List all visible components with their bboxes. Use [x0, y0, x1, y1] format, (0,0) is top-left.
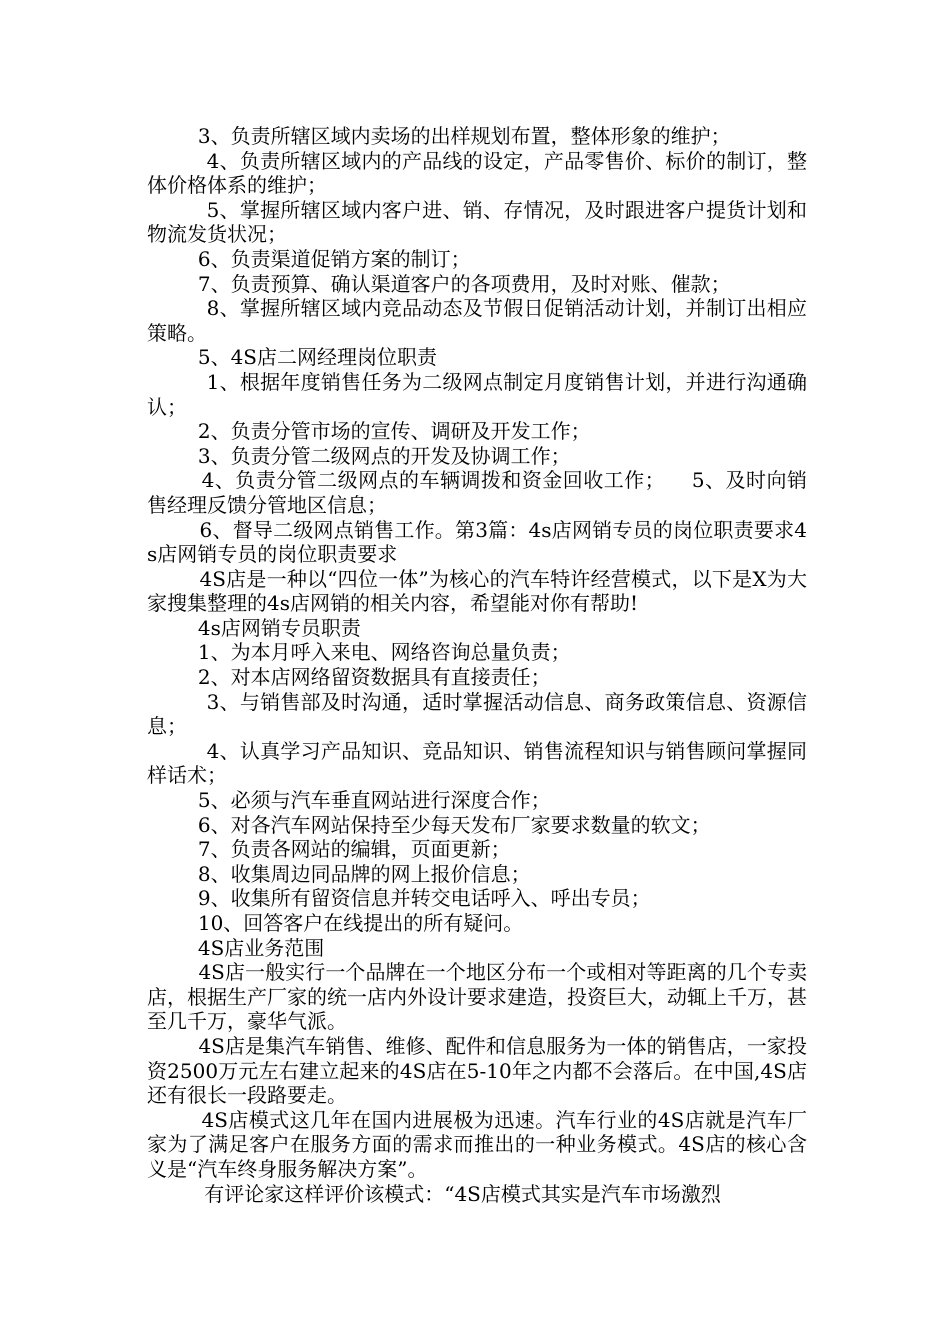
- paragraph: 8、收集周边同品牌的网上报价信息；: [147, 861, 531, 886]
- paragraph: 2、对本店网络留资数据具有直接责任；: [147, 665, 551, 690]
- paragraph: 4、负责所辖区域内的产品线的设定，产品零售价、标价的制订，整体价格体系的维护；: [147, 148, 808, 198]
- paragraph: 8、掌握所辖区域内竞品动态及节假日促销活动计划，并制订出相应策略。: [147, 296, 808, 345]
- paragraph: 3、负责分管二级网点的开发及协调工作；: [147, 443, 571, 468]
- paragraph: 2、负责分管市场的宣传、调研及开发工作；: [147, 419, 591, 444]
- paragraph: 7、负责各网站的编辑，页面更新；: [147, 837, 511, 862]
- paragraph: 有评论家这样评价该模式：“4S店模式其实是汽车市场激烈: [147, 1181, 721, 1206]
- paragraph: 4S店模式这几年在国内进展极为迅速。汽车行业的4S店就是汽车厂家为了满足客户在服务方面的需求而推出的一种业务模式。4S店的核心含义是“汽车终身服务解决方案”。: [147, 1107, 807, 1181]
- section-heading: 4S店业务范围: [147, 935, 325, 960]
- paragraph: 6、对各汽车网站保持至少每天发布厂家要求数量的软文；: [147, 812, 711, 837]
- document-body: [147, 124, 807, 1206]
- section-heading: 5、4S店二网经理岗位职责: [147, 345, 438, 370]
- paragraph: 4S店一般实行一个品牌在一个地区分布一个或相对等距离的几个专卖店，根据生产厂家的统一店内外设计要求建造，投资巨大，动辄上千万，甚至几千万，豪华气派。: [147, 960, 807, 1034]
- section-heading: 4s店网销专员职责: [147, 615, 361, 640]
- paragraph: 4、认真学习产品知识、竞品知识、销售流程知识与销售顾问掌握同样话术；: [147, 738, 808, 788]
- paragraph: 1、根据年度销售任务为二级网点制定月度销售计划，并进行沟通确认；: [147, 369, 808, 419]
- paragraph: 6、督导二级网点销售工作。第3篇：4s店网销专员的岗位职责要求4s店网销专员的岗位职责要求: [147, 517, 807, 567]
- paragraph: 5、必须与汽车垂直网站进行深度合作；: [147, 788, 551, 813]
- paragraph: 1、为本月呼入来电、网络咨询总量负责；: [147, 640, 571, 665]
- paragraph: 4S店是一种以“四位一体”为核心的汽车特许经营模式，以下是X为大家搜集整理的4s店网销的相关内容，希望能对你有帮助!: [147, 566, 807, 616]
- paragraph: 10、回答客户在线提出的所有疑问。: [147, 911, 524, 935]
- paragraph: 3、负责所辖区域内卖场的出样规划布置，整体形象的维护；: [147, 124, 731, 148]
- paragraph: 5、掌握所辖区域内客户进、销、存情况，及时跟进客户提货计划和物流发货状况；: [147, 197, 808, 247]
- paragraph: 7、负责预算、确认渠道客户的各项费用，及时对账、催款；: [147, 271, 731, 296]
- paragraph: 6、负责渠道促销方案的制订；: [147, 246, 471, 271]
- paragraph: 4S店是集汽车销售、维修、配件和信息服务为一体的销售店，一家投资2500万元左右建立起来的4S店在5-10年之内都不会落后。在中国,4S店还有很长一段路要走。: [147, 1033, 807, 1108]
- paragraph: 4、负责分管二级网点的车辆调拨和资金回收工作； 5、及时向销售经理反馈分管地区信息；: [147, 468, 807, 517]
- paragraph: 3、与销售部及时沟通，适时掌握活动信息、商务政策信息、资源信息；: [147, 689, 808, 739]
- paragraph: 9、收集所有留资信息并转交电话呼入、呼出专员；: [147, 886, 651, 911]
